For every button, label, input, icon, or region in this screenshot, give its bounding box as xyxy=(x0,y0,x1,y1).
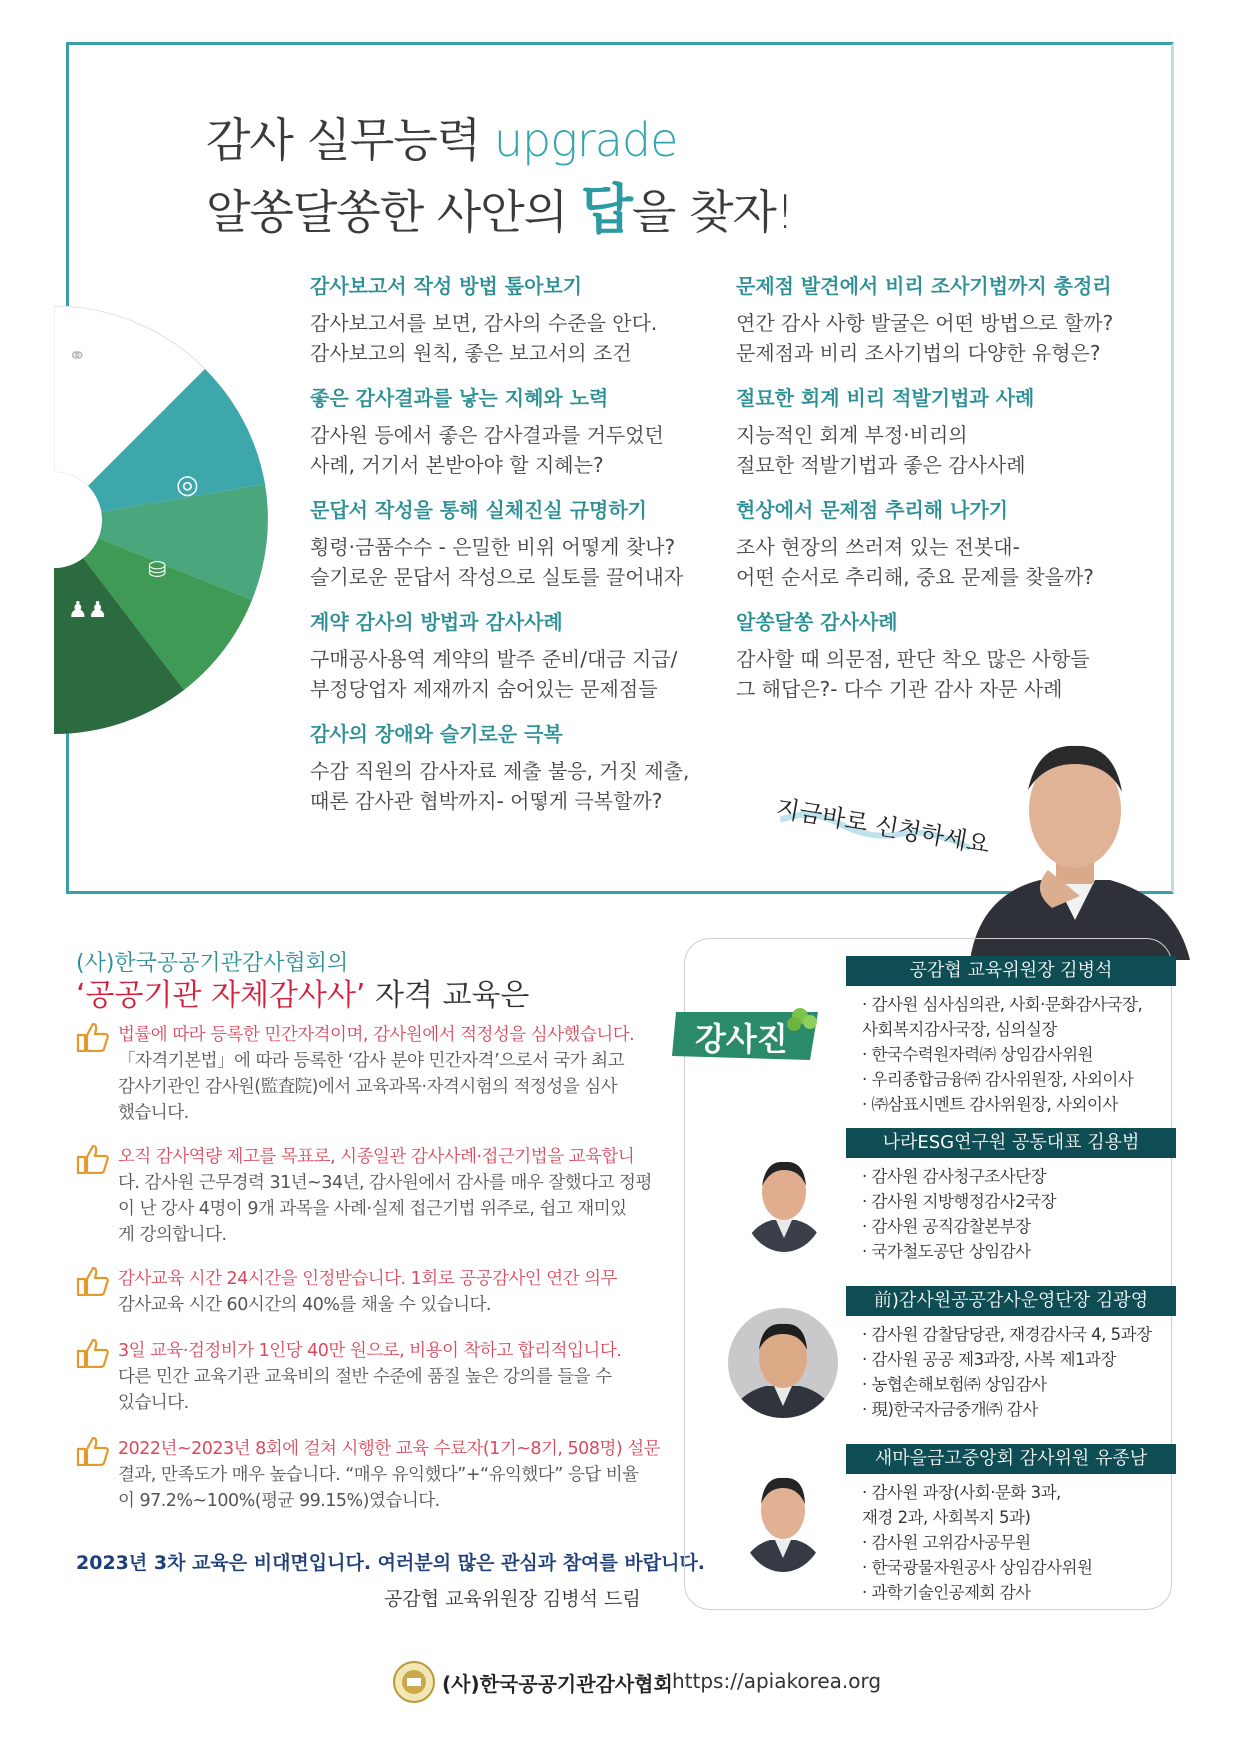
headline-line-1: 감사 실무능력 upgrade xyxy=(206,113,678,167)
headline xyxy=(206,105,793,247)
portrait-instructor xyxy=(728,1308,838,1418)
headline-line-2: 알쏭달쏭한 사안의 답을 찾자! xyxy=(206,178,794,241)
portrait-chairman xyxy=(960,720,1190,960)
headline-answer: 답 xyxy=(580,178,632,241)
target-icon: ◎ xyxy=(176,470,199,500)
money-bag-icon: ⚭ xyxy=(68,344,87,369)
apply-now-text: 지금바로 신청하세요 xyxy=(774,793,992,860)
instructor-career-list: · 감사원 감찰담당관, 재경감사국 4, 5과장 · 감사원 공공 제3과장, 사복 제1과장 · 농협손해보험㈜ 상임감사 · 現)한국자금중개㈜ 감사 xyxy=(862,1325,1152,1419)
benefit-item: 감사교육 시간 24시간을 인정받습니다. 1회로 공공감사인 연간 의무 감사교육 시간 60시간의 40%를 채울 수 있습니다. xyxy=(76,1266,646,1318)
topic-right-4: 알쏭달쏭 감사사례 감사할 때 의문점, 판단 착오 많은 사항들 그 해답은?- 다수 기관 감사 자문 사례 xyxy=(736,610,1090,701)
thumbs-up-icon xyxy=(76,1144,110,1174)
instructors-badge-label: 강사진 xyxy=(695,1020,788,1058)
thumbs-up-icon xyxy=(76,1022,110,1052)
program-org-prefix: (사)한국공공기관감사협회의 xyxy=(76,951,349,976)
topic-left-5: 감사의 장애와 슬기로운 극복 수감 직원의 감사자료 제출 불응, 거짓 제출, 때론 감사관 협박까지- 어떻게 극복할까? xyxy=(310,722,690,813)
instructor-career-list: · 감사원 감사청구조사단장 · 감사원 지방행정감사2국장 · 감사원 공직감찰본부장 · 국가철도공단 상임감사 xyxy=(862,1167,1057,1261)
thumbs-up-icon xyxy=(76,1266,110,1296)
thumbs-up-icon xyxy=(76,1436,110,1466)
topic-left-1: 감사보고서 작성 방법 톺아보기 감사보고서를 보면, 감사의 수준을 안다. 감사보고의 원칙, 좋은 보고서의 조건 xyxy=(310,274,658,365)
closing-message: 2023년 3차 교육은 비대면입니다. 여러분의 많은 관심과 참여를 바랍니다. xyxy=(76,1552,706,1574)
category-wheel xyxy=(54,300,274,740)
portrait-instructor xyxy=(742,1148,826,1252)
signature-line: 공감협 교육위원장 김병석 드림 xyxy=(384,1588,641,1610)
coins-icon: ⛁ xyxy=(148,558,167,583)
topic-right-1: 문제점 발견에서 비리 조사기법까지 총정리 연간 감사 사항 발굴은 어떤 방법으로 할까? 문제점과 비리 조사기법의 다양한 유형은? xyxy=(736,274,1114,365)
instructor-career-list: · 감사원 과장(사회·문화 3과, 재경 2과, 사회복지 5과) · 감사원 고위감사공무원 · 한국광물자원공사 상임감사위원 · 과학기술인공제회 감사 xyxy=(862,1483,1093,1602)
topic-left-3: 문답서 작성을 통해 실체진실 규명하기 횡령·금품수수 - 은밀한 비위 어떻게 찾나? 슬기로운 문답서 작성으로 실토를 끌어내자 xyxy=(310,498,684,589)
instructor-header: 새마을금고중앙회 감사위원 유종남 xyxy=(846,1444,1176,1474)
topic-left-2: 좋은 감사결과를 낳는 지혜와 노력 감사원 등에서 좋은 감사결과를 거두었던 사례, 거기서 본받아야 할 지혜는? xyxy=(310,386,664,477)
instructor-header: 前)감사원공공감사운영단장 김광영 xyxy=(846,1286,1176,1316)
benefit-item: 법률에 따라 등록한 민간자격이며, 감사원에서 적정성을 심사했습니다. 「자격기본법」에 따라 등록한 ‘감사 분야 민간자격’으로서 국가 최고 감사기관인 감사원(監査院)에서 교육과목·자격시험의 적정성을 심사 했습니다. xyxy=(76,1022,646,1126)
footer-website-link[interactable]: https://apiakorea.org xyxy=(672,1669,882,1693)
instructor-header: 공감협 교육위원장 김병석 xyxy=(846,956,1176,986)
people-icon: ♟♟ xyxy=(68,598,108,623)
benefit-item: 2022년~2023년 8회에 걸쳐 시행한 교육 수료자(1기~8기, 508명) 설문 결과, 만족도가 매우 높습니다. “매우 유익했다”+“유익했다” 응답 비율 이 97.2%~100%(평균 99.15%)였습니다. xyxy=(76,1436,646,1514)
topic-left-4: 계약 감사의 방법과 감사사례 구매공사용역 계약의 발주 준비/대금 지급/ 부정당업자 제재까지 숨어있는 문제점들 xyxy=(310,610,678,701)
benefit-item: 오직 감사역량 제고를 목표로, 시종일관 감사사례·접근기법을 교육합니 다. 감사원 근무경력 31년~34년, 감사원에서 감사를 매우 잘했다고 정평 이 난 강사 4명이 9개 과목을 사례·실제 접근기법 위주로, 쉽고 재미있 게 강의합니다. xyxy=(76,1144,646,1248)
footer-org-name: (사)한국공공기관감사협회 xyxy=(442,1672,673,1696)
thumbs-up-icon xyxy=(76,1338,110,1368)
headline-upgrade: upgrade xyxy=(493,113,678,167)
program-title: ‘공공기관 자체감사사’ 자격 교육은 xyxy=(76,978,530,1013)
topic-right-2: 절묘한 회계 비리 적발기법과 사례 지능적인 회계 부정·비리의 절묘한 적발기법과 좋은 감사사례 xyxy=(736,386,1035,477)
bar-chart-icon: ▤ xyxy=(146,388,167,413)
topic-right-3: 현상에서 문제점 추리해 나가기 조사 현장의 쓰러져 있는 전봇대- 어떤 순서로 추리해, 중요 문제를 찾을까? xyxy=(736,498,1094,589)
instructor-career-list: · 감사원 심사심의관, 사회·문화감사국장, 사회복지감사국장, 심의실장 · 한국수력원자력㈜ 상임감사위원 · 우리종합금융㈜ 감사위원장, 사외이사 · ㈜삼표시멘트 감사위원장, 사외이사 xyxy=(862,995,1143,1114)
association-logo-icon xyxy=(392,1660,436,1704)
benefit-item: 3일 교육·검정비가 1인당 40만 원으로, 비용이 착하고 합리적입니다. 다른 민간 교육기관 교육비의 절반 수준에 품질 높은 강의를 들을 수 있습니다. xyxy=(76,1338,646,1416)
portrait-instructor xyxy=(740,1464,826,1572)
instructor-header: 나라ESG연구원 공동대표 김용범 xyxy=(846,1128,1176,1158)
